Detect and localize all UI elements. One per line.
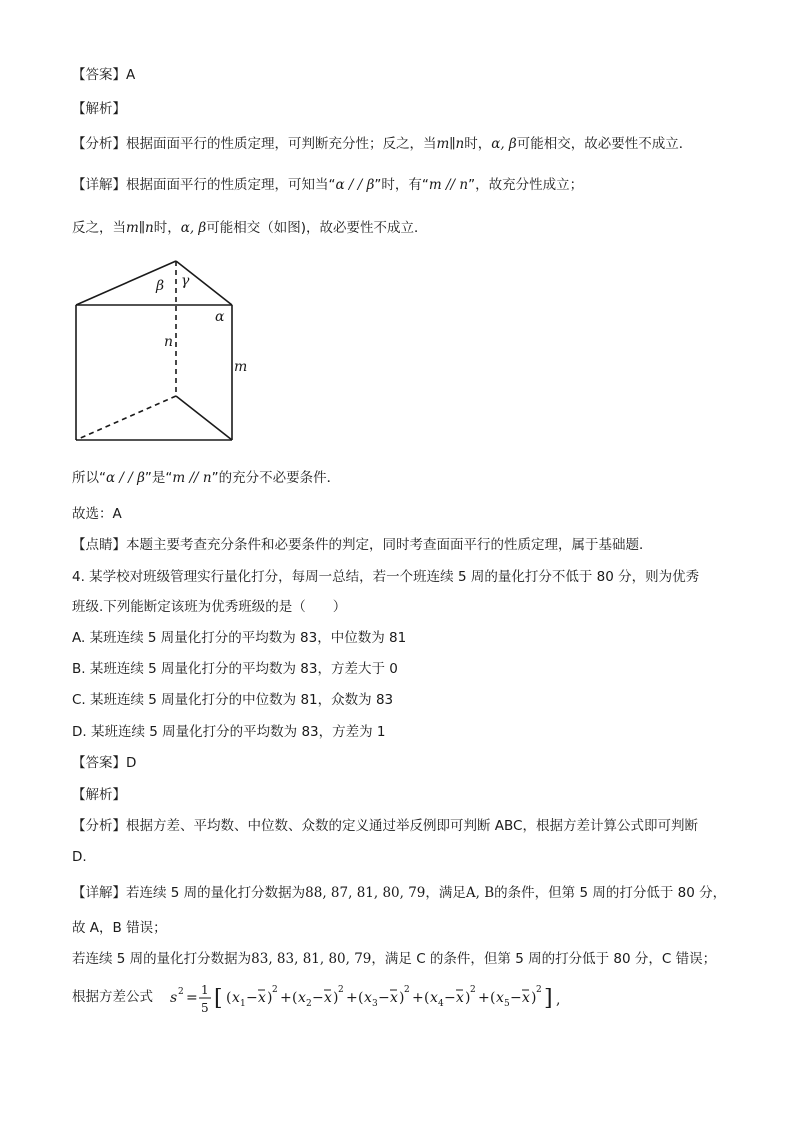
- svg-text:3: 3: [372, 999, 378, 1009]
- svg-text:x: x: [258, 990, 266, 1006]
- prism-bottom-right-edge: [176, 396, 232, 440]
- q3-so-text-b: ”是“: [144, 470, 173, 486]
- q3-converse: [72, 219, 428, 237]
- variance-formula: [168, 974, 568, 1022]
- svg-text:−: −: [312, 990, 324, 1006]
- svg-text:(: (: [490, 990, 496, 1006]
- svg-text:−: −: [510, 990, 522, 1006]
- q3-converse-math-ab: α, β: [180, 220, 207, 236]
- svg-text:x: x: [522, 990, 530, 1006]
- svg-text:,: ,: [556, 992, 561, 1008]
- q3-converse-text-b: 时，: [153, 220, 181, 236]
- svg-text:−: −: [246, 990, 258, 1006]
- q4-stem-line-2: 班级.下列能断定该班为优秀班级的是（ ）: [72, 599, 347, 615]
- svg-text:5: 5: [201, 1001, 209, 1015]
- svg-text:): ): [531, 990, 537, 1006]
- q4-option-d: D. 某班连续 5 周量化打分的平均数为 83，方差为 1: [72, 724, 386, 740]
- svg-text:2: 2: [536, 985, 542, 995]
- q3-xiangjie-text-a: 【详解】根据面面平行的性质定理，可知当“: [72, 177, 336, 193]
- svg-text:]: ]: [544, 986, 553, 1011]
- prism-hidden-bottom-left-edge: [76, 396, 176, 440]
- svg-text:x: x: [298, 990, 306, 1006]
- svg-text:−: −: [378, 990, 390, 1006]
- svg-text:4: 4: [438, 999, 444, 1009]
- svg-text:x: x: [324, 990, 332, 1006]
- q3-so-math-ab: α / / β: [106, 470, 145, 486]
- svg-text:2: 2: [306, 999, 312, 1009]
- svg-text:+: +: [478, 990, 490, 1006]
- q4-xiangjie-line-2: 故 A，B 错误；: [72, 920, 167, 936]
- q3-so-math-mn: m // n: [172, 470, 212, 486]
- q3-so-text-a: 所以“: [72, 470, 106, 486]
- svg-text:(: (: [358, 990, 364, 1006]
- q3-fenxi-text-b: 时，: [464, 136, 492, 152]
- q4-xiangjie-3-text-a: 若连续 5 周的量化打分数据为: [72, 951, 252, 967]
- svg-text:x: x: [496, 990, 504, 1006]
- q4-xiangjie-1-text-b: ，满足: [425, 885, 466, 901]
- q4-fenxi-line-2: D.: [72, 849, 87, 865]
- q4-option-a: A. 某班连续 5 周量化打分的平均数为 83，中位数为 81: [72, 630, 407, 646]
- svg-text:): ): [465, 990, 471, 1006]
- q3-fenxi-math-mn: m∥n: [436, 136, 465, 152]
- q3-xiangjie-math-mn: m // n: [428, 177, 469, 193]
- svg-text:): ): [267, 990, 273, 1006]
- q3-converse-text-c: 可能相交（如图)，故必要性不成立．: [206, 220, 428, 236]
- svg-text:2: 2: [470, 985, 476, 995]
- q3-xiangjie-text-b: ”时，有“: [374, 177, 429, 193]
- label-alpha: α: [215, 309, 225, 325]
- svg-text:s: s: [170, 990, 178, 1006]
- q4-xiangjie-line-3: [72, 950, 716, 968]
- svg-text:2: 2: [272, 985, 278, 995]
- q4-variance-line: [72, 988, 153, 1006]
- q3-fenxi-text-a: 【分析】根据面面平行的性质定理，可判断充分性；反之，当: [72, 136, 437, 152]
- q4-xiangjie-line-1: [72, 884, 726, 902]
- q4-xiangjie-1-text-a: 【详解】若连续 5 周的量化打分数据为: [72, 885, 306, 901]
- svg-text:x: x: [232, 990, 240, 1006]
- q3-fenxi-math-ab: α, β: [491, 136, 517, 152]
- svg-text:): ): [399, 990, 405, 1006]
- svg-text:1: 1: [240, 999, 246, 1009]
- q4-xiangjie-3-data: 83, 83, 81, 80, 79: [251, 951, 372, 967]
- label-gamma: γ: [181, 273, 190, 289]
- svg-text:=: =: [186, 990, 198, 1006]
- label-n: n: [164, 334, 174, 350]
- svg-text:[: [: [214, 986, 223, 1011]
- svg-text:): ): [333, 990, 339, 1006]
- q4-option-c: C. 某班连续 5 周量化打分的中位数为 81，众数为 83: [72, 692, 394, 708]
- q4-xiangjie-1-data: 88, 87, 81, 80, 79: [305, 885, 426, 901]
- svg-text:(: (: [226, 990, 232, 1006]
- q3-so-text-c: ”的充分不必要条件．: [211, 470, 341, 486]
- q4-fenxi-line-1: 【分析】根据方差、平均数、中位数、众数的定义通过举反例即可判断 ABC，根据方差计算公式即可判断: [72, 818, 698, 834]
- svg-text:1: 1: [201, 983, 209, 997]
- q4-xiangjie-1-ab: A, B: [465, 885, 495, 901]
- q3-answer: 【答案】A: [72, 67, 136, 83]
- q3-choice: 故选：A: [72, 506, 122, 522]
- svg-text:(: (: [292, 990, 298, 1006]
- svg-text:x: x: [390, 990, 398, 1006]
- q4-stem-line-1: 4. 某学校对班级管理实行量化打分，每周一总结，若一个班连续 5 周的量化打分不低于 80 分，则为优秀: [72, 569, 700, 585]
- svg-text:2: 2: [178, 987, 184, 997]
- q4-variance-text: 根据方差公式: [72, 989, 153, 1005]
- q3-analysis-head: 【解析】: [72, 101, 126, 117]
- q3-converse-math-mn: m∥n: [126, 220, 154, 236]
- q3-xiangjie: [72, 176, 583, 194]
- svg-text:+: +: [346, 990, 358, 1006]
- svg-text:x: x: [430, 990, 438, 1006]
- label-m: m: [234, 359, 248, 375]
- q3-dianjing: 【点睛】本题主要考查充分条件和必要条件的判定，同时考查面面平行的性质定理，属于基础题．: [72, 537, 653, 553]
- svg-text:x: x: [364, 990, 372, 1006]
- q4-option-b: B. 某班连续 5 周量化打分的平均数为 83，方差大于 0: [72, 661, 398, 677]
- svg-text:2: 2: [338, 985, 344, 995]
- label-beta: β: [156, 278, 165, 294]
- prism-figure: [60, 250, 260, 450]
- svg-text:+: +: [280, 990, 292, 1006]
- q3-xiangjie-math-ab: α / / β: [335, 177, 375, 193]
- q4-analysis-head: 【解析】: [72, 787, 126, 803]
- svg-text:2: 2: [404, 985, 410, 995]
- q3-xiangjie-text-c: ”，故充分性成立；: [468, 177, 584, 193]
- svg-text:+: +: [412, 990, 424, 1006]
- svg-text:5: 5: [504, 999, 510, 1009]
- q3-conclusion: [72, 469, 340, 487]
- q4-xiangjie-1-text-c: 的条件，但第 5 周的打分低于 80 分，: [494, 885, 727, 901]
- svg-text:x: x: [456, 990, 464, 1006]
- q3-converse-text-a: 反之，当: [72, 220, 126, 236]
- q3-fenxi-text-c: 可能相交，故必要性不成立．: [516, 136, 693, 152]
- svg-text:−: −: [444, 990, 456, 1006]
- q4-answer: 【答案】D: [72, 755, 137, 771]
- q3-fenxi: [72, 135, 692, 153]
- svg-text:(: (: [424, 990, 430, 1006]
- q4-xiangjie-3-text-b: ，满足 C 的条件，但第 5 周的打分低于 80 分，C 错误；: [371, 951, 717, 967]
